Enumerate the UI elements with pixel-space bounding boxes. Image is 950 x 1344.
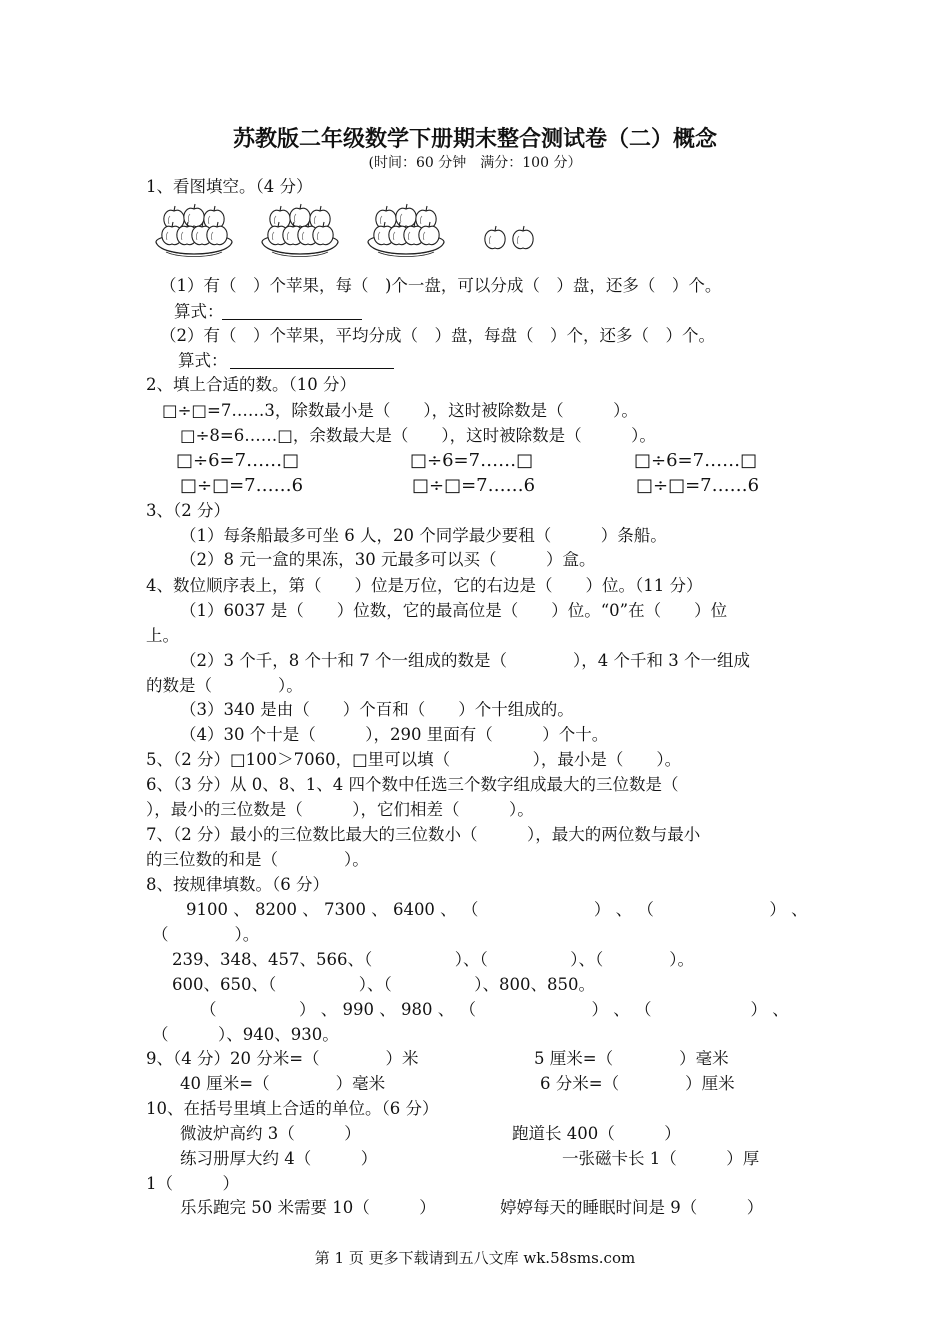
q1-formula-label-2: 算式：: [178, 351, 228, 370]
q10-item: 婷婷每天的睡眠时间是 9（ ）: [500, 1198, 764, 1217]
q6-line-1: 6、（3 分）从 0、8、1、4 四个数中任选三个数字组成最大的三位数是（: [146, 775, 679, 794]
q7-line-1: 7、（2 分）最小的三位数比最大的三位数小（ ），最大的两位数与最小: [146, 825, 701, 844]
q10-item: 练习册厚大约 4（ ）: [180, 1149, 378, 1168]
q9-item: 9、（4 分）20 分米=（ ）米: [146, 1049, 419, 1068]
q4-line-2-cont: 的数是（ ）。: [146, 676, 303, 695]
q4-line-2: （2）3 个千，8 个十和 7 个一组成的数是（ ），4 个千和 3 个一组成: [180, 651, 750, 670]
q1-heading: 1、看图填空。（4 分）: [146, 177, 313, 196]
q2-line-1: □÷□=7……3，除数最小是（ ），这时被除数是（ ）。: [162, 401, 638, 420]
q10-item: 微波炉高约 3（ ）: [180, 1124, 361, 1143]
q8-heading: 8、按规律填数。（6 分）: [146, 875, 329, 894]
q4-heading: 4、数位顺序表上，第（ ）位是万位，它的右边是（ ）位。（11 分）: [146, 576, 703, 595]
q2-heading: 2、填上合适的数。（10 分）: [146, 375, 356, 394]
q1-answer-line-1[interactable]: [222, 319, 362, 320]
q2-row2-item: □÷□=7……6: [636, 475, 760, 496]
q4-line-4: （4）30 个十是（ ），290 里面有（ ）个十。: [180, 725, 609, 744]
q3-line-2: （2）8 元一盒的果冻，30 元最多可以买（ ）盒。: [180, 550, 596, 569]
q9-item: 5 厘米=（ ）毫米: [534, 1049, 729, 1068]
q2-row1-item: □÷6=7……□: [634, 450, 758, 471]
q9-item: 40 厘米=（ ）毫米: [180, 1074, 386, 1093]
basket-3: [368, 204, 444, 257]
q8-line-4: （ ） 、 990 、 980 、 （ ） 、 （ ） 、: [200, 1000, 789, 1019]
q1-formula-label-1: 算式：: [174, 302, 224, 321]
q2-row1-item: □÷6=7……□: [176, 450, 300, 471]
q2-row1-item: □÷6=7……□: [410, 450, 534, 471]
q10-heading: 10、在括号里填上合适的单位。（6 分）: [146, 1099, 439, 1118]
q4-line-3: （3）340 是由（ ）个百和（ ）个十组成的。: [180, 700, 574, 719]
loose-apples: [485, 226, 533, 249]
q10-item: 乐乐跑完 50 米需要 10（ ）: [180, 1198, 436, 1217]
q2-row2-item: □÷□=7……6: [412, 475, 536, 496]
q5-line: 5、（2 分）□100＞7060，□里可以填（ ），最小是（ ）。: [146, 750, 682, 769]
q7-line-2: 的三位数的和是（ ）。: [146, 850, 369, 869]
q1-answer-line-2[interactable]: [230, 368, 394, 369]
q10-item: 一张磁卡长 1（ ）厚: [562, 1149, 760, 1168]
q8-line-3: 600、650、（ ）、（ ）、800、850。: [172, 975, 595, 994]
q2-line-2: □÷8=6……□，余数最大是（ ），这时被除数是（ ）。: [180, 426, 656, 445]
q8-line-1: 9100 、 8200 、 7300 、 6400 、 （ ） 、 （ ） 、: [186, 900, 808, 919]
q2-row2-item: □÷□=7……6: [180, 475, 304, 496]
q8-line-4-cont: （ ）、940、930。: [152, 1025, 339, 1044]
q8-line-2: 239、348、457、566、（ ）、（ ）、（ ）。: [172, 950, 694, 969]
q8-line-1-cont: （ ）。: [152, 925, 260, 944]
q3-heading: 3、（2 分）: [146, 501, 230, 520]
basket-1: [156, 204, 232, 257]
q1-line-2: （2）有（ ）个苹果，平均分成（ ）盘，每盘（ ）个，还多（ ）个。: [160, 326, 715, 345]
q10-item-cont: 1（ ）: [146, 1174, 239, 1193]
page-title: 苏教版二年级数学下册期末整合测试卷（二）概念: [232, 126, 717, 152]
q1-line-1: （1）有（ ）个苹果，每（ )个一盘，可以分成（ ）盘，还多（ ）个。: [160, 276, 722, 295]
basket-2: [262, 204, 338, 257]
q9-item: 6 分米=（ ）厘米: [540, 1074, 735, 1093]
exam-info: (时间：60 分钟 满分：100 分）: [368, 155, 582, 171]
apple-baskets-illustration: [152, 200, 542, 268]
q4-line-1-cont: 上。: [146, 626, 179, 645]
q4-line-1: （1）6037 是（ ）位数，它的最高位是（ ）位。“0”在（ ）位: [180, 601, 728, 620]
page-footer: 第 1 页 更多下载请到五八文库 wk.58sms.com: [314, 1249, 636, 1267]
q3-line-1: （1）每条船最多可坐 6 人，20 个同学最少要租（ ）条船。: [180, 526, 667, 545]
q10-item: 跑道长 400（ ）: [512, 1124, 681, 1143]
q6-line-2: ），最小的三位数是（ ），它们相差（ ）。: [146, 800, 534, 819]
